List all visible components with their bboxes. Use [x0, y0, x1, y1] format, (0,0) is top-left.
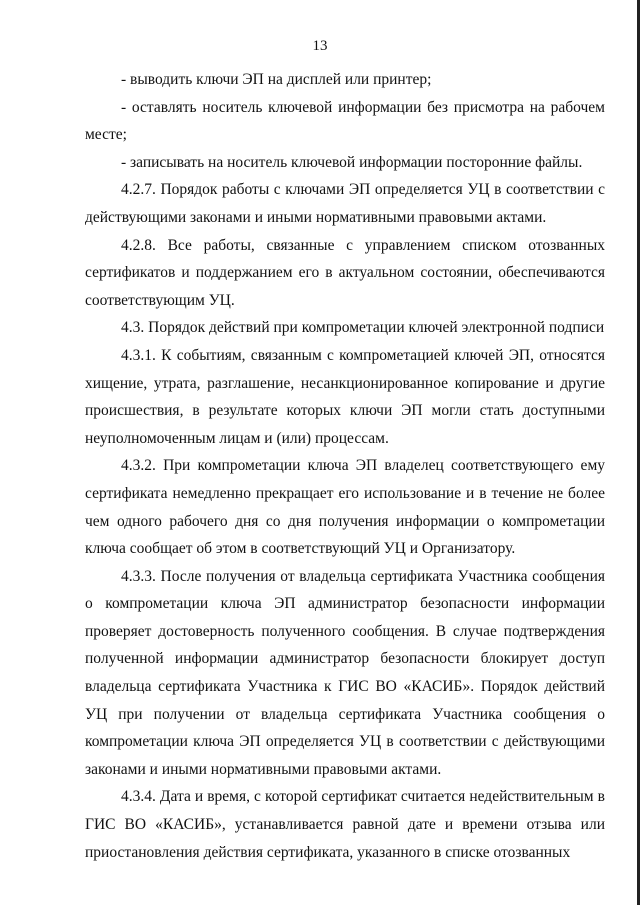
paragraph-4-3-3: 4.3.3. После получения от владельца сертификата Участника сообщения о компрометации ключа ЭП администратор безопасности информации проверяет достоверность полученного сообщения. В случае подтверждения полученной информации администратор безопасности блокирует доступ владельца сертификата Участника к ГИС ВО «КАСИБ». Порядок действий УЦ при получении от владельца сертификата Участника сообщения о компрометации ключа ЭП определяется УЦ в соответствии с действующими законами и иными нормативными правовыми актами. [85, 567, 605, 778]
paragraph-list-item-2: - оставлять носитель ключевой информации без присмотра на рабочем месте; [85, 98, 605, 144]
paragraph-4-2-8: 4.2.8. Все работы, связанные с управлением списком отозванных сертификатов и поддержанием его в актуальном состоянии, обеспечиваются соответствующим УЦ. [85, 236, 605, 309]
section-heading-4-3: 4.3. Порядок действий при компрометации ключей электронной подписи [121, 319, 605, 337]
paragraph-4-2-7: 4.2.7. Порядок работы с ключами ЭП определяется УЦ в соответствии с действующими законами и иными нормативными правовыми актами. [85, 181, 605, 226]
paragraph-4-3-4: 4.3.4. Дата и время, с которой сертификат считается недействительным в ГИС ВО «КАСИБ», устанавливается равной дате и времени отзыва или приостановления действия сертификата, указанного в списке отозванных [85, 788, 605, 861]
page-number: 13 [312, 38, 328, 54]
paragraph-list-item-1: - выводить ключи ЭП на дисплей или принтер; [121, 71, 432, 88]
paragraph-list-item-3: - записывать на носитель ключевой информации посторонние файлы. [121, 153, 583, 171]
paragraph-4-3-2: 4.3.2. При компрометации ключа ЭП владелец соответствующего ему сертификата немедленно прекращает его использование и в течение не более чем одного рабочего дня со дня получения информации о компрометации ключа сообщает об этом в соответствующий УЦ и Организатору. [85, 457, 605, 558]
body-text [85, 66, 605, 866]
paragraph-4-3-1: 4.3.1. К событиям, связанным с компрометацией ключей ЭП, относятся хищение, утрата, разглашение, несанкционированное копирование и другие происшествия, в результате которых ключи ЭП могли стать доступными неуполномоченным лицам и (или) процессам. [85, 346, 605, 447]
